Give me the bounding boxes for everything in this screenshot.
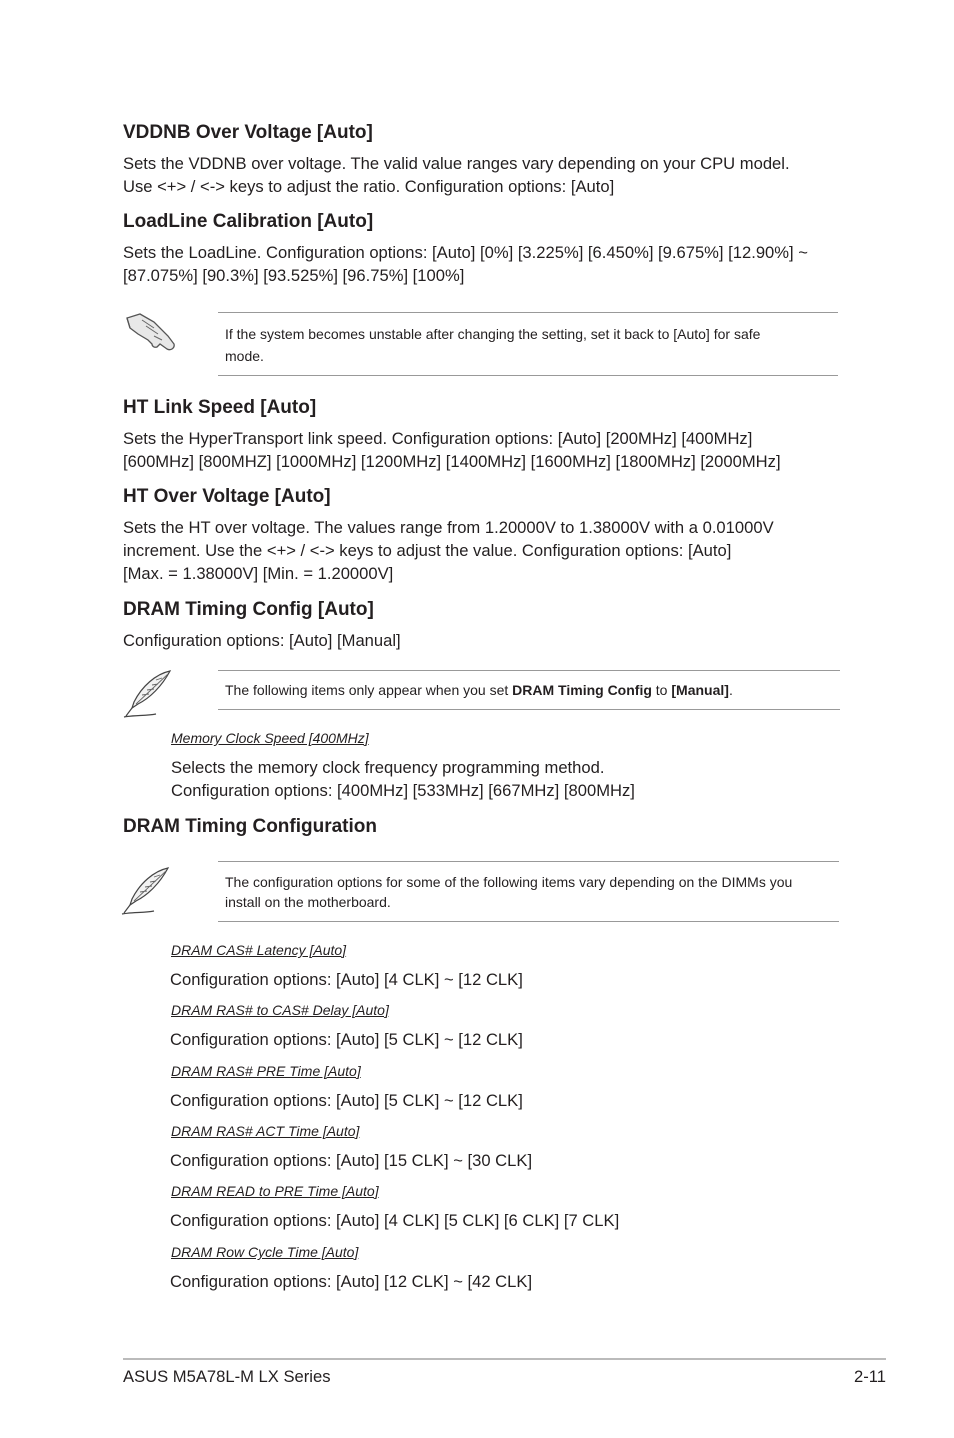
dram-item-title: DRAM RAS# PRE Time [Auto] [171, 1063, 361, 1079]
dram-item-options: Configuration options: [Auto] [12 CLK] ~ [42 CLK] [170, 1272, 533, 1291]
dimms-note-box [218, 861, 839, 922]
ht-link-description [123, 427, 781, 473]
ht-voltage-description [123, 516, 774, 585]
manual-note-text [225, 679, 733, 701]
dram-item-title: DRAM RAS# to CAS# Delay [Auto] [171, 1002, 389, 1018]
memory-clock-description [171, 756, 635, 802]
manual-note-prefix: The following items only appear when you set [225, 682, 513, 698]
memory-clock-line-1: Selects the memory clock frequency programming method. [171, 758, 605, 777]
heading-dram-timing-configuration: DRAM Timing Configuration [123, 816, 378, 837]
vddnb-line-1: Sets the VDDNB over voltage. The valid value ranges vary depending on your CPU model. [123, 154, 790, 173]
footer-rule [123, 1358, 886, 1360]
loadline-line-1: Sets the LoadLine. Configuration options: [Auto] [0%] [3.225%] [6.450%] [9.675%] [12.90%] ~ [123, 243, 808, 262]
heading-ht-over-voltage: HT Over Voltage [Auto] [123, 486, 331, 507]
quill-pen-icon [120, 865, 174, 917]
dram-timing-config-line-1: Configuration options: [Auto] [Manual] [123, 631, 401, 650]
footer-product-name: ASUS M5A78L-M LX Series [123, 1367, 331, 1386]
dram-item-options: Configuration options: [Auto] [4 CLK] ~ [12 CLK] [170, 970, 523, 989]
memory-clock-speed-title: Memory Clock Speed [400MHz] [171, 730, 369, 746]
loadline-line-2: [87.075%] [90.3%] [93.525%] [96.75%] [100%] [123, 266, 465, 285]
dram-timing-config-description [123, 629, 401, 652]
footer-page-number: 2-11 [854, 1367, 886, 1386]
loadline-description [123, 241, 808, 287]
dimms-note-text [225, 872, 792, 912]
vddnb-description [123, 152, 790, 198]
heading-vddnb-over-voltage: VDDNB Over Voltage [Auto] [123, 122, 373, 143]
caution-note-text [225, 323, 760, 367]
ht-link-line-1: Sets the HyperTransport link speed. Configuration options: [Auto] [200MHz] [400MHz] [123, 429, 753, 448]
dram-item-options: Configuration options: [Auto] [5 CLK] ~ [12 CLK] [170, 1030, 523, 1049]
dram-item-title: DRAM RAS# ACT Time [Auto] [171, 1123, 360, 1139]
vddnb-line-2: Use <+> / <-> keys to adjust the ratio. Configuration options: [Auto] [123, 177, 615, 196]
dram-item-options: Configuration options: [Auto] [15 CLK] ~ [30 CLK] [170, 1151, 533, 1170]
ht-voltage-line-2: increment. Use the <+> / <-> keys to adjust the value. Configuration options: [Auto] [123, 541, 732, 560]
quill-pen-icon [122, 668, 176, 720]
heading-loadline-calibration: LoadLine Calibration [Auto] [123, 211, 374, 232]
dram-item-options: Configuration options: [Auto] [5 CLK] ~ [12 CLK] [170, 1091, 523, 1110]
manual-note-bold-setting: DRAM Timing Config [512, 682, 652, 698]
ht-voltage-line-3: [Max. = 1.38000V] [Min. = 1.20000V] [123, 564, 394, 583]
ht-link-line-2: [600MHz] [800MHZ] [1000MHz] [1200MHz] [1400MHz] [1600MHz] [1800MHz] [2000MHz] [123, 452, 781, 471]
heading-ht-link-speed: HT Link Speed [Auto] [123, 397, 317, 418]
dram-item-options: Configuration options: [Auto] [4 CLK] [5 CLK] [6 CLK] [7 CLK] [170, 1211, 620, 1230]
ht-voltage-line-1: Sets the HT over voltage. The values range from 1.20000V to 1.38000V with a 0.01000V [123, 518, 774, 537]
dram-item-title: DRAM READ to PRE Time [Auto] [171, 1183, 379, 1199]
dimms-note-line-1: The configuration options for some of the following items vary depending on the DIMMs you [225, 874, 793, 890]
manual-note-suffix: . [728, 682, 733, 698]
dram-item-title: DRAM Row Cycle Time [Auto] [171, 1244, 359, 1260]
manual-note-box [218, 670, 840, 710]
dram-item-title: DRAM CAS# Latency [Auto] [171, 942, 347, 958]
hand-pointing-icon [124, 310, 178, 354]
caution-note-line-2: mode. [225, 348, 264, 364]
heading-dram-timing-config: DRAM Timing Config [Auto] [123, 599, 374, 620]
manual-note-bold-value: [Manual] [671, 682, 729, 698]
caution-note-line-1: If the system becomes unstable after changing the setting, set it back to [Auto] for safe [225, 326, 761, 342]
caution-note-box [218, 312, 838, 376]
dimms-note-line-2: install on the motherboard. [225, 894, 391, 910]
manual-note-mid: to [651, 682, 672, 698]
memory-clock-line-2: Configuration options: [400MHz] [533MHz] [667MHz] [800MHz] [171, 781, 635, 800]
